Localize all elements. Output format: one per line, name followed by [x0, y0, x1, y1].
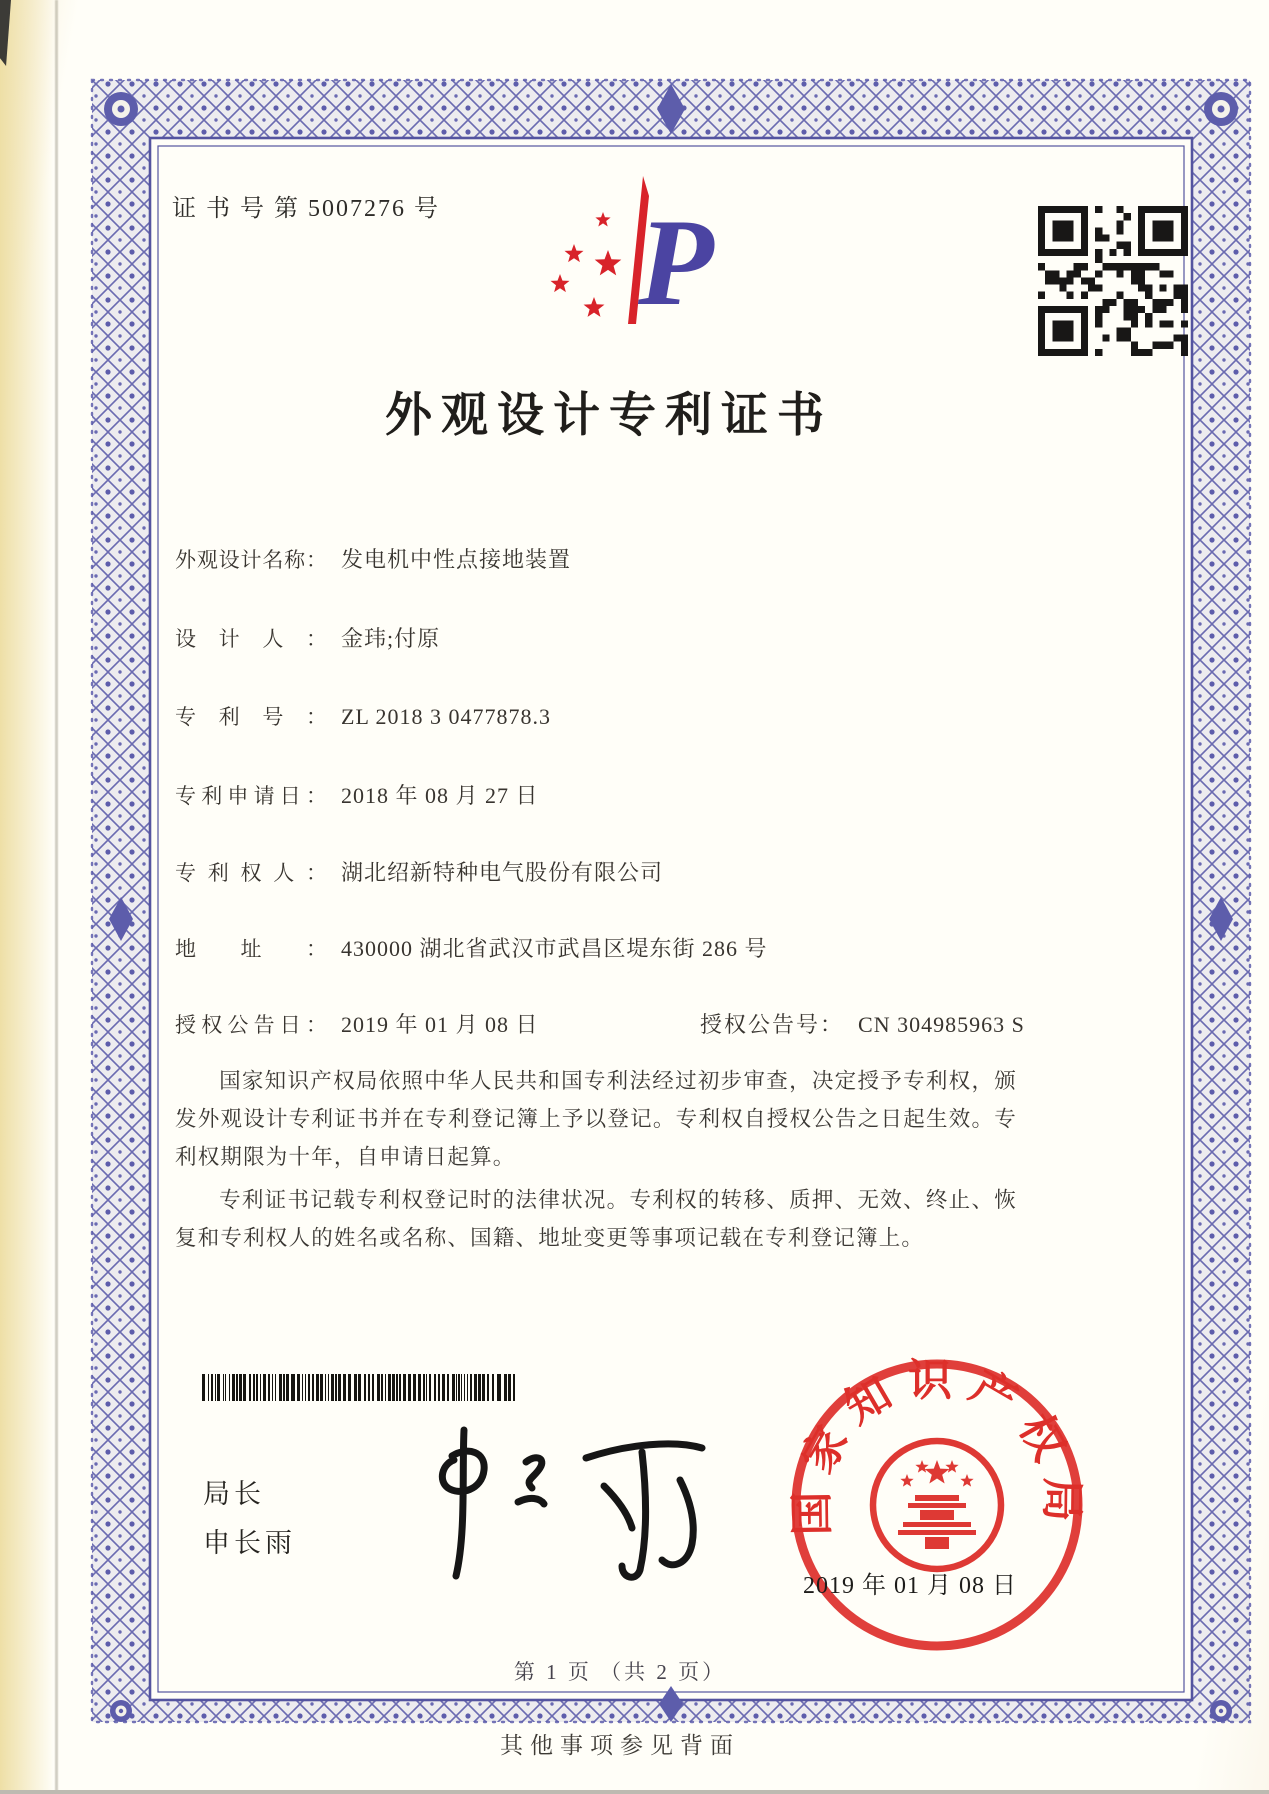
seal-date: 2019 年 01 月 08 日	[803, 1573, 1017, 1599]
legal-text	[175, 1062, 1017, 1262]
field-value: 湖北绍新特种电气股份有限公司	[341, 860, 664, 885]
legal-paragraph-2: 专利证书记载专利权登记时的法律状况。专利权的转移、质押、无效、终止、恢复和专利权人的姓名或名称、国籍、地址变更等事项记载在专利登记簿上。	[175, 1188, 1017, 1250]
qr-code	[1038, 206, 1188, 356]
field-label: 专利申请日：	[175, 784, 327, 808]
official-seal	[784, 1352, 1090, 1658]
field-label: 专利号：	[175, 705, 327, 729]
logo-stars-icon	[550, 212, 621, 317]
field-value: ZL 2018 3 0477878.3	[341, 704, 552, 729]
field-label: 专利权人：	[175, 861, 327, 885]
field-label: 设计人：	[175, 627, 327, 651]
svg-text:国家知识产权局	[788, 1356, 1087, 1536]
logo-letter-p: P	[638, 194, 714, 331]
field-design-name	[175, 543, 571, 574]
legal-paragraph-1: 国家知识产权局依照中华人民共和国专利法经过初步审查，决定授予专利权，颁发外观设计专利证书并在专利登记簿上予以登记。专利权自授权公告之日起生效。专利权期限为十年，自申请日起算。	[175, 1069, 1017, 1169]
back-note: 其他事项参见背面	[500, 1733, 740, 1758]
national-emblem-icon	[873, 1441, 1001, 1569]
cnipa-logo	[488, 162, 718, 332]
field-designer	[175, 622, 440, 653]
field-label: 外观设计名称：	[175, 548, 327, 572]
field-address	[175, 932, 768, 963]
field-value: 2019 年 01 月 08 日	[341, 1012, 539, 1037]
seal-text: 国家知识产权局	[787, 1356, 1087, 1536]
field-label: 地址：	[175, 937, 327, 961]
signer-block	[203, 1470, 296, 1568]
field-value: 金玮;付原	[341, 626, 441, 651]
field-value: 发电机中性点接地装置	[341, 547, 572, 572]
field-filing-date	[175, 779, 539, 810]
certificate-number: 证 书 号 第 5007276 号	[172, 196, 440, 222]
signer-name: 申长雨	[203, 1528, 296, 1558]
field-grant-number	[700, 1008, 1025, 1039]
field-label: 授权公告日：	[175, 1013, 327, 1037]
field-patentee	[175, 856, 663, 887]
handwritten-signature	[390, 1422, 740, 1582]
barcode	[202, 1374, 520, 1401]
field-value: CN 304985963 S	[858, 1012, 1025, 1037]
field-label: 授权公告号：	[700, 1012, 845, 1037]
signer-title: 局长	[203, 1479, 265, 1509]
field-value: 430000 湖北省武汉市武昌区堤东街 286 号	[341, 936, 768, 961]
certificate-title: 外观设计专利证书	[385, 390, 833, 442]
page-indicator: 第 1 页 （共 2 页）	[513, 1660, 727, 1684]
field-grant-date	[175, 1008, 539, 1039]
field-value: 2018 年 08 月 27 日	[341, 783, 539, 808]
field-patent-number	[175, 701, 551, 731]
